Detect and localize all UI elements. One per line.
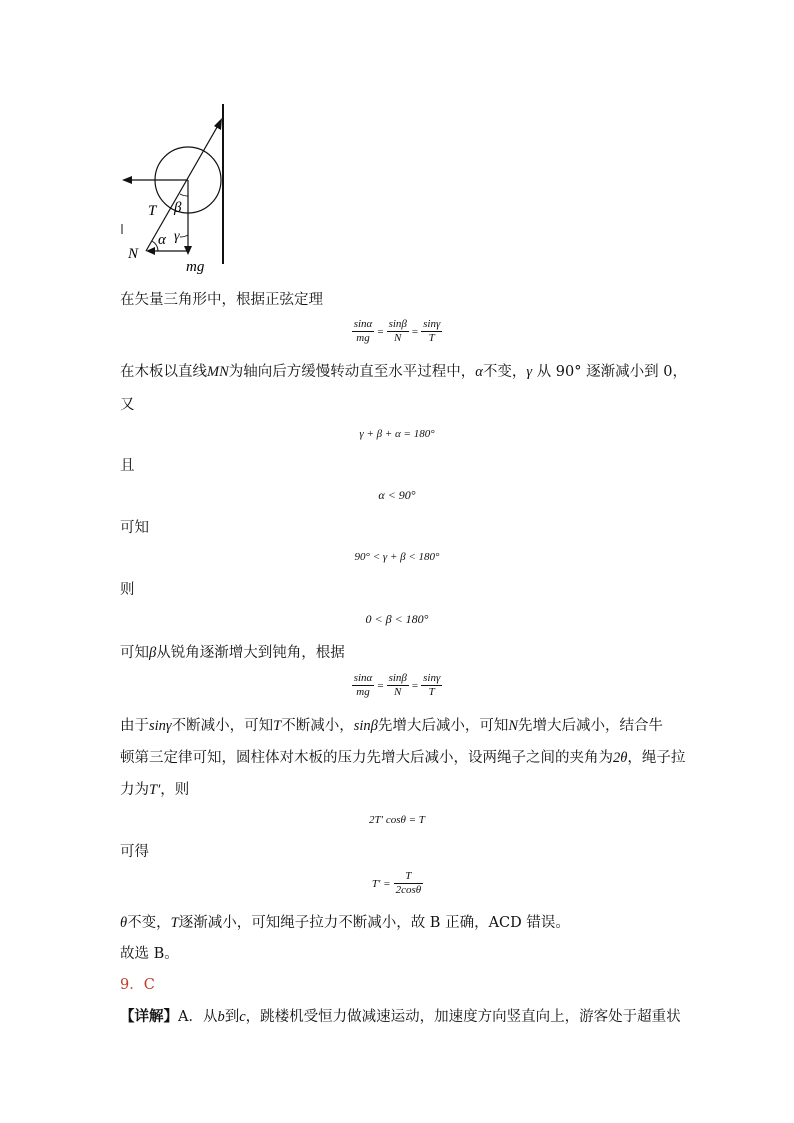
label-beta: β: [174, 200, 182, 216]
var-beta: β: [149, 645, 157, 661]
formula-range-2: 0 < β < 180°: [365, 612, 429, 626]
equals-sign: =: [411, 325, 419, 338]
formula-sine-law-2: [0, 672, 794, 699]
text-segment: 先增大后减小，结合牛: [518, 718, 664, 734]
var-N: N: [508, 718, 519, 734]
text-line-analysis-1: [120, 716, 663, 736]
frac-num: sinβ: [388, 318, 407, 330]
frac-3: [421, 672, 442, 699]
text-segment: ，绳子拉: [627, 750, 686, 766]
formula-tension: 2T′ cosθ = T: [369, 814, 425, 826]
text-segment: 可知: [120, 645, 149, 661]
frac-2: [387, 672, 409, 699]
text-line-detail: [120, 1007, 681, 1027]
text-segment: 不断减小，: [281, 718, 354, 734]
text-segment: 逐渐减小，可知绳子拉力不断减小，故 B 正确，ACD 错误。: [178, 915, 570, 931]
question-9-answer: 9．C: [120, 977, 155, 993]
frac-den: mg: [356, 686, 370, 698]
frac-den: T: [428, 686, 435, 698]
var-sin-gamma: sinγ: [149, 718, 172, 734]
frac-num: sinγ: [423, 672, 441, 684]
text-line-beta-change: [120, 643, 345, 663]
force-diagram: [110, 98, 240, 278]
text-line-answer-B: 故选 B。: [120, 946, 179, 962]
text-segment: 从 90° 逐渐减小到 0，: [532, 364, 687, 380]
text-segment: ，则: [160, 782, 190, 798]
formula-alpha-lt: α < 90°: [378, 488, 416, 502]
text-line-kezhi: 可知: [120, 520, 149, 536]
equals-sign: =: [377, 325, 384, 338]
tprime-lhs: T′ =: [371, 877, 391, 890]
var-c: c: [239, 1009, 246, 1025]
var-T-prime: T′: [149, 782, 161, 798]
text-segment: 不变，: [482, 364, 527, 380]
text-segment: 到: [224, 1009, 240, 1025]
var-alpha: α: [475, 364, 483, 380]
label-mg: mg: [186, 259, 205, 275]
var-sin-beta: sinβ: [353, 718, 378, 734]
text-segment: 顿第三定律可知，圆柱体对木板的压力先增大后减小，设两绳子之间的夹角为: [120, 750, 613, 766]
var-T: T: [273, 718, 282, 734]
detail-label: 【详解】: [120, 1008, 178, 1025]
frac-num: sinγ: [423, 318, 441, 330]
text-segment: 不变，: [127, 915, 171, 931]
frac-den: N: [394, 686, 402, 698]
text-segment: 力为: [120, 782, 149, 798]
text-segment: 从锐角逐渐增大到钝角，根据: [156, 645, 345, 661]
var-b: b: [217, 1009, 225, 1025]
frac-den: N: [394, 332, 402, 344]
label-alpha: α: [158, 232, 166, 248]
text-line-conclusion: [120, 913, 570, 933]
label-N: N: [128, 246, 139, 262]
equals-sign: =: [377, 679, 384, 692]
frac-num: sinα: [353, 318, 373, 330]
text-line-you: 又: [120, 397, 135, 413]
formula-range-1: 90° < γ + β < 180°: [354, 551, 440, 563]
gamma-arc: [180, 235, 188, 237]
frac-num: sinβ: [388, 672, 407, 684]
frac-3: [421, 318, 442, 345]
text-segment: A．从: [178, 1009, 218, 1025]
formula-angle-sum: γ + β + α = 180°: [359, 428, 435, 440]
label-T: T: [148, 203, 157, 219]
frac-num: T: [394, 870, 424, 884]
text-segment: 不断减小，可知: [171, 718, 274, 734]
text-line-rotation: [120, 362, 687, 382]
text-line-analysis-2: [120, 748, 685, 768]
formula-tprime: [0, 870, 794, 897]
text-line-qie: 且: [120, 458, 135, 474]
frac-1: [352, 672, 375, 699]
text-line-sine-intro: 在矢量三角形中，根据正弦定理: [120, 292, 323, 308]
frac-den: mg: [356, 332, 370, 344]
diagonal-arrowhead: [214, 118, 222, 130]
var-MN: MN: [207, 364, 229, 380]
label-gamma: γ: [174, 229, 180, 244]
text-line-kede: 可得: [120, 844, 149, 860]
text-line-analysis-3: [120, 780, 189, 800]
formula-sine-law-1: [0, 318, 794, 345]
text-segment: ，跳楼机受恒力做减速运动，加速度方向竖直向上，游客处于超重状: [245, 1009, 681, 1025]
frac-1: [352, 318, 375, 345]
frac-den: T: [428, 332, 435, 344]
frac-num: sinα: [353, 672, 373, 684]
frac-2: [387, 318, 409, 345]
text-segment: 先增大后减小，可知: [377, 718, 509, 734]
var-T: T: [170, 915, 179, 931]
frac-tprime: [394, 870, 424, 897]
beta-arc: [180, 194, 188, 196]
var-gamma: γ: [526, 364, 533, 380]
var-2theta: 2θ: [613, 750, 628, 766]
text-line-ze: 则: [120, 582, 135, 598]
horizontal-arrowhead: [122, 176, 132, 184]
text-segment: 在木板以直线: [120, 364, 207, 380]
equals-sign: =: [411, 679, 419, 692]
frac-den: 2cosθ: [395, 884, 422, 896]
var-theta: θ: [120, 915, 128, 931]
text-segment: 由于: [120, 718, 149, 734]
text-segment: 为轴向后方缓慢转动直至水平过程中，: [228, 364, 476, 380]
